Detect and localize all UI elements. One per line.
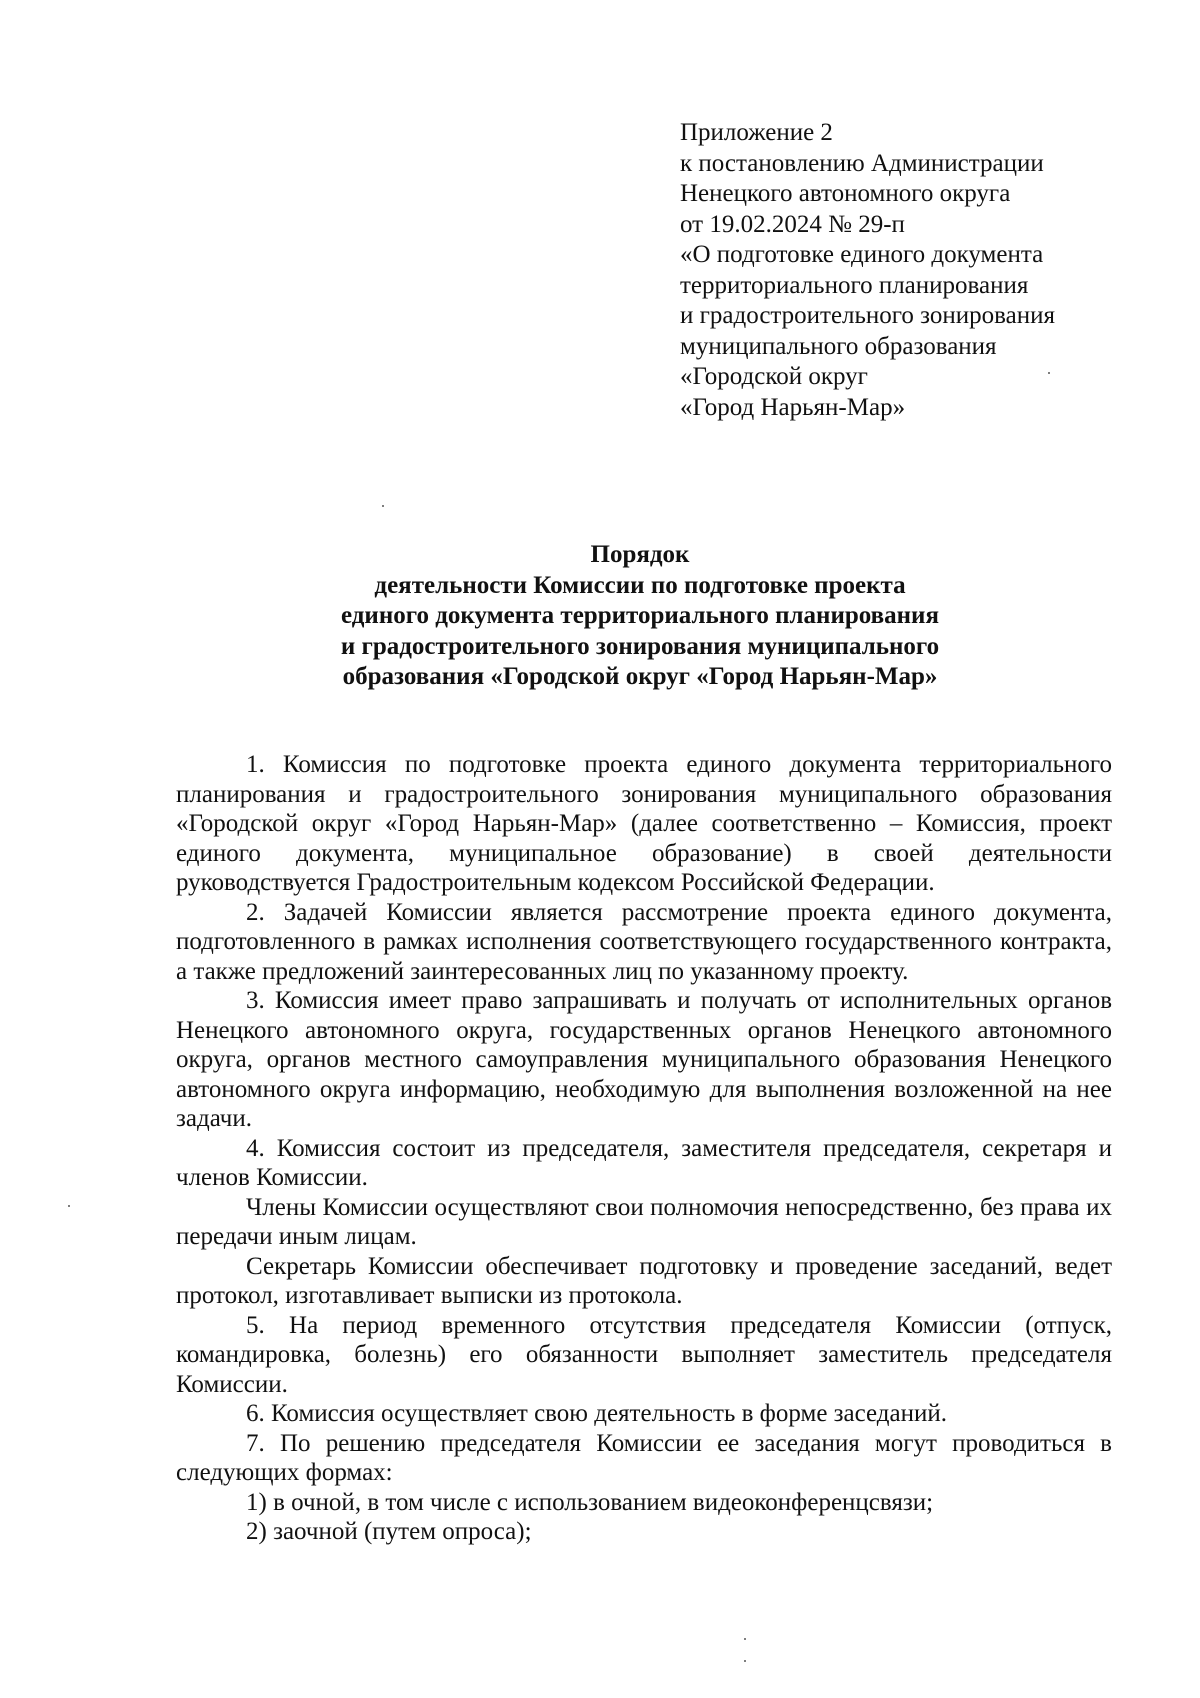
paragraph: 3. Комиссия имеет право запрашивать и получать от исполнительных органов Ненецкого автономного округа, государственных органов Ненецкого автономного округа, органов местного самоуправления муниципального образования Ненецкого автономного округа информацию, необходимую для выполнения возложенной на нее задачи. (176, 987, 1112, 1132)
paragraph: 1. Комиссия по подготовке проекта единого документа территориального планирования и градостроительного зонирования муниципального образования «Городской округ «Город Нарьян-Мар» (далее соответственно – Комиссия, проект единого документа, муниципальное образование) в своей деятельности руководствуется Градостроительным кодексом Российской Федерации. (176, 751, 1112, 896)
scan-speck (744, 1660, 746, 1662)
document-body (176, 750, 1112, 1547)
paragraph: 5. На период временного отсутствия председателя Комиссии (отпуск, командировка, болезнь) его обязанности выполняет заместитель председателя Комиссии. (176, 1311, 1112, 1398)
paragraph: 4. Комиссия состоит из председателя, заместителя председателя, секретаря и членов Комиссии. (176, 1134, 1112, 1191)
appendix-line: от 19.02.2024 № 29-п (680, 210, 905, 238)
appendix-line: «О подготовке единого документа (680, 241, 1044, 268)
appendix-line: и градостроительного зонирования (680, 302, 1055, 329)
scan-speck (68, 1205, 70, 1207)
appendix-line: территориального планирования (680, 271, 1029, 299)
appendix-line: «Городской округ (680, 363, 868, 390)
scan-speck (382, 505, 384, 507)
appendix-line: «Город Нарьян-Мар» (680, 393, 906, 421)
appendix-line: Приложение 2 (680, 119, 833, 146)
title-line: единого документа территориального планирования (341, 602, 939, 629)
appendix-header (680, 118, 1150, 423)
document-title (180, 540, 1100, 693)
paragraph: Члены Комиссии осуществляют свои полномочия непосредственно, без права их передачи иным лицам. (176, 1193, 1112, 1250)
paragraph: 2. Задачей Комиссии является рассмотрение проекта единого документа, подготовленного в рамках исполнения соответствующего государственного контракта, а также предложений заинтересованных лиц по указанному проекту. (176, 898, 1112, 985)
title-line: и градостроительного зонирования муниципального (340, 632, 940, 660)
paragraph: 6. Комиссия осуществляет свою деятельность в форме заседаний. (246, 1400, 948, 1427)
scan-speck (1048, 372, 1050, 374)
title-line: Порядок (590, 541, 690, 568)
scan-speck (744, 1638, 746, 1640)
appendix-line: к постановлению Администрации (680, 149, 1044, 177)
paragraph: Секретарь Комиссии обеспечивает подготовку и проведение заседаний, ведет протокол, изготавливает выписки из протокола. (176, 1252, 1112, 1309)
title-line: деятельности Комиссии по подготовке проекта (374, 571, 906, 599)
appendix-line: муниципального образования (680, 332, 997, 360)
paragraph: 7. По решению председателя Комиссии ее заседания могут проводиться в следующих формах: (176, 1429, 1112, 1486)
paragraph: 2) заочной (путем опроса); (246, 1518, 532, 1545)
appendix-line: Ненецкого автономного округа (680, 180, 1011, 207)
title-line: образования «Городской округ «Город Нарьян-Мар» (342, 663, 938, 690)
paragraph: 1) в очной, в том числе с использованием видеоконференцсвязи; (246, 1488, 934, 1516)
